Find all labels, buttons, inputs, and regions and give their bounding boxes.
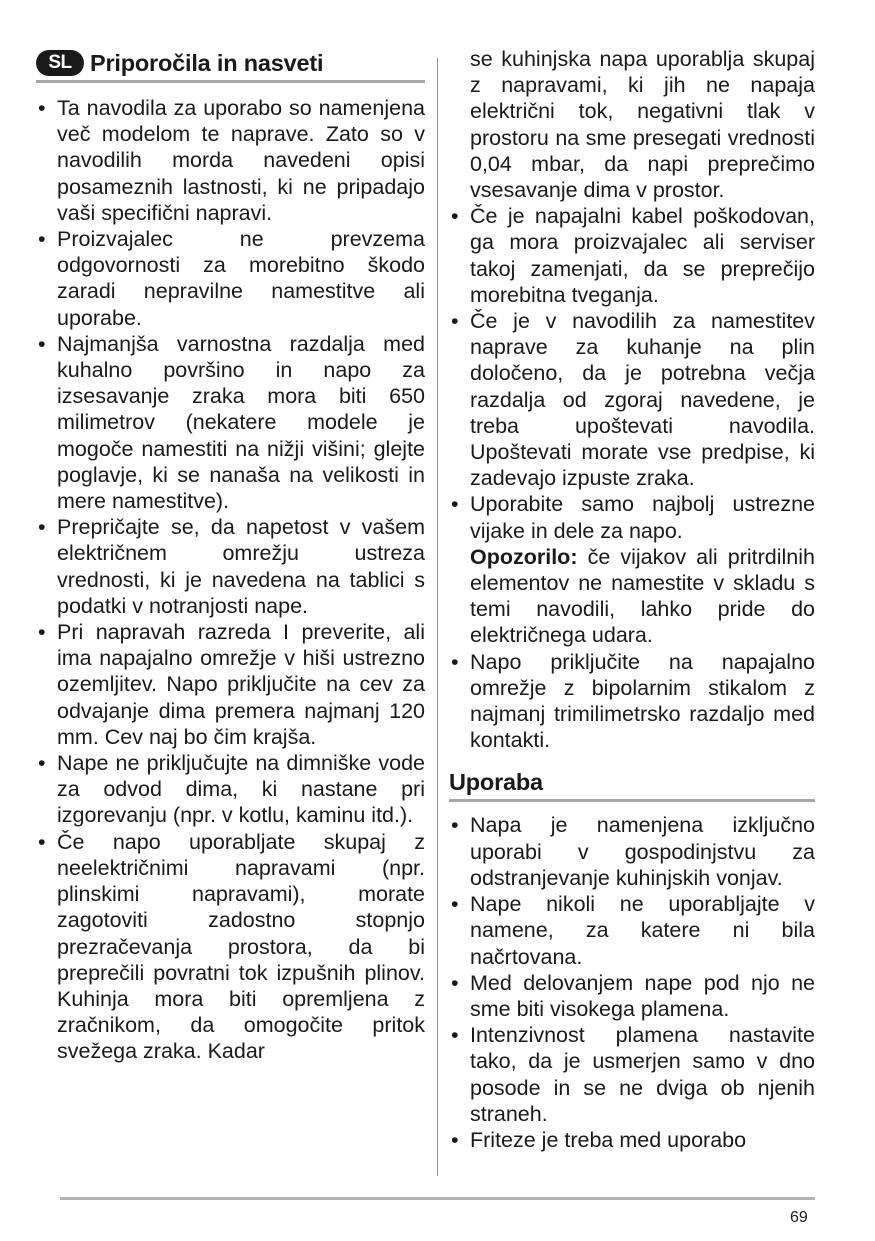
list-item: • Napo priključite na napajalno omrežje z bipolarnim stikalom z najmanj trimilimetrsko razdaljo med kontakti.	[449, 649, 815, 754]
list-item: • Proizvajalec ne prevzema odgovornosti za morebitno škodo zaradi nepravilne namestitve ali uporabe.	[36, 226, 425, 331]
list-item: • Med delovanjem nape pod njo ne sme biti visokega plamena.	[449, 970, 815, 1022]
section-heading-recommendations	[36, 46, 425, 83]
list-item: • Napa je namenjena izključno uporabi v gospodinjstvu za odstranjevanje kuhinjskih vonjav.	[449, 812, 815, 891]
usage-list	[449, 812, 815, 1153]
recommendations-list	[36, 95, 425, 1065]
list-item: • Friteze je treba med uporabo	[449, 1127, 815, 1153]
column-divider	[437, 58, 438, 1176]
list-item: • Prepričajte se, da napetost v vašem električnem omrežju ustreza vrednosti, ki je navedena na tablici s podatki v notranjosti nape.	[36, 514, 425, 619]
list-item: • Intenzivnost plamena nastavite tako, da je usmerjen samo v dno posode in se ne dviga ob njenih straneh.	[449, 1022, 815, 1127]
list-item: • Če je napajalni kabel poškodovan, ga mora proizvajalec ali serviser takoj zamenjati, da se preprečijo morebitna tveganja.	[449, 203, 815, 308]
screws-text: Uporabite samo najbolj ustrezne vijake in dele za napo.	[470, 492, 815, 543]
right-column	[449, 46, 815, 1153]
list-item: • Najmanjša varnostna razdalja med kuhalno površino in napo za izsesavanje zraka mora biti 650 milimetrov (nekatere modele je mogoče namestiti na nižji višini; glejte poglavje, ki se nanaša na velikosti in mere namestitve).	[36, 331, 425, 514]
recommendations-list-continued	[449, 203, 815, 753]
list-item: • Ta navodila za uporabo so namenjena več modelom te naprave. Zato so v navodilih morda navedeni opisi posameznih lastnosti, ki ne pripadajo vaši specifični napravi.	[36, 95, 425, 226]
list-item: • Če je v navodilih za namestitev naprave za kuhanje na plin določeno, da je potrebna večja razdalja od zgoraj navedene, je treba upoštevati navodila. Upoštevati morate vse predpise, ki zadevajo izpuste zraka.	[449, 308, 815, 491]
section-title-usage: Uporaba	[449, 769, 543, 796]
left-column	[36, 46, 425, 1065]
list-item: • Pri napravah razreda I preverite, ali ima napajalno omrežje v hiši ustrezno ozemljitev. Napo priključite na cev za odvajanje dima premera najmanj 120 mm. Cev naj bo čim krajša.	[36, 619, 425, 750]
section-title-recommendations: Priporočila in nasveti	[90, 50, 324, 76]
list-item: • Nape ne priključujte na dimniške vode za odvod dima, ki nastane pri izgorevanju (npr. v kotlu, kaminu itd.).	[36, 750, 425, 829]
list-item-screws	[449, 491, 815, 648]
section-heading-usage	[449, 765, 815, 802]
footer-rule	[60, 1197, 815, 1200]
language-badge: SL	[36, 50, 84, 76]
list-item: • Nape nikoli ne uporabljajte v namene, za katere ni bila načrtovana.	[449, 891, 815, 970]
list-item: • Če napo uporabljate skupaj z neelektričnimi napravami (npr. plinskimi napravami), morate zagotoviti zadostno stopnjo prezračevanja prostora, da bi preprečili povratni tok izpušnih plinov. Kuhinja mora biti opremljena z zračnikom, da omogočite pritok svežega zraka. Kadar	[36, 829, 425, 1065]
warning-text: če vijakov ali pritrdilnih elementov ne namestite v skladu s temi navodili, lahko pride do električnega udara.	[470, 544, 815, 648]
warning-label: Opozorilo:	[470, 544, 578, 569]
page-number: 69	[790, 1209, 808, 1226]
continued-paragraph: se kuhinjska napa uporablja skupaj z napravami, ki jih ne napaja električni tok, negativni tlak v prostoru na sme presegati vrednosti 0,04 mbar, da napi preprečimo vsesavanje dima v prostor.	[470, 47, 815, 203]
